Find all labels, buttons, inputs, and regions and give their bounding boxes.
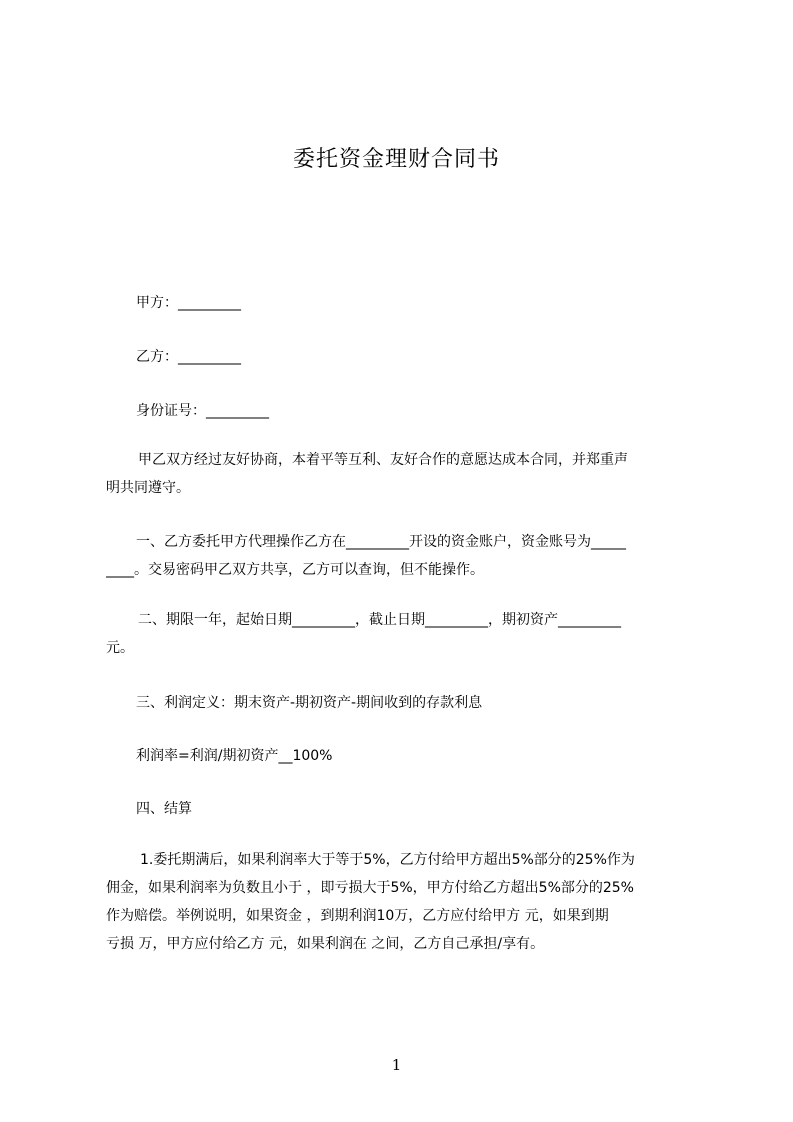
- document-title: 委托资金理财合同书: [292, 147, 500, 172]
- profit-rate-line: 利润率=利润/期初资产__100%: [136, 748, 333, 764]
- clause-1-line-2: ____。交易密码甲乙双方共享，乙方可以查询，但不能操作。: [106, 562, 484, 578]
- clause-4-heading: 四、结算: [136, 801, 192, 817]
- settlement-paragraph: [106, 846, 700, 958]
- clause-2-line-2: 元。: [106, 640, 134, 656]
- clause-1-line-1: 一、乙方委托甲方代理操作乙方在_________开设的资金账户，资金账号为_____: [136, 534, 626, 550]
- intro-line-1: 甲乙双方经过友好协商，本着平等互利、友好合作的意愿达成本合同，并郑重声: [138, 452, 628, 468]
- party-a-line: 甲方：_________: [136, 295, 241, 311]
- intro-line-2: 明共同遵守。: [106, 480, 190, 496]
- id-number-line: 身份证号：_________: [136, 403, 269, 419]
- clause-2-paragraph: [106, 606, 700, 662]
- settlement-line-1: 1.委托期满后，如果利润率大于等于5%，乙方付给甲方超出5%部分的25%作为: [140, 852, 635, 868]
- page-number: 1: [391, 1056, 402, 1074]
- clause-3-line: 三、利润定义：期末资产-期初资产-期间收到的存款利息: [136, 695, 483, 711]
- settlement-line-4: 亏损 万，甲方应付给乙方 元，如果利润在 之间，乙方自己承担/享有。: [106, 936, 545, 952]
- settlement-line-2: 佣金，如果利润率为负数且小于 ，即亏损大于5%，甲方付给乙方超出5%部分的25%: [106, 880, 634, 896]
- intro-paragraph: [106, 446, 700, 502]
- clause-2-line-1: 二、期限一年，起始日期_________，截止日期_________，期初资产_________: [138, 612, 621, 628]
- party-b-line: 乙方：_________: [136, 349, 241, 365]
- settlement-line-3: 作为赔偿。举例说明，如果资金 ，到期利润10万，乙方应付给甲方 元，如果到期: [106, 908, 609, 924]
- clause-1-paragraph: [106, 528, 700, 584]
